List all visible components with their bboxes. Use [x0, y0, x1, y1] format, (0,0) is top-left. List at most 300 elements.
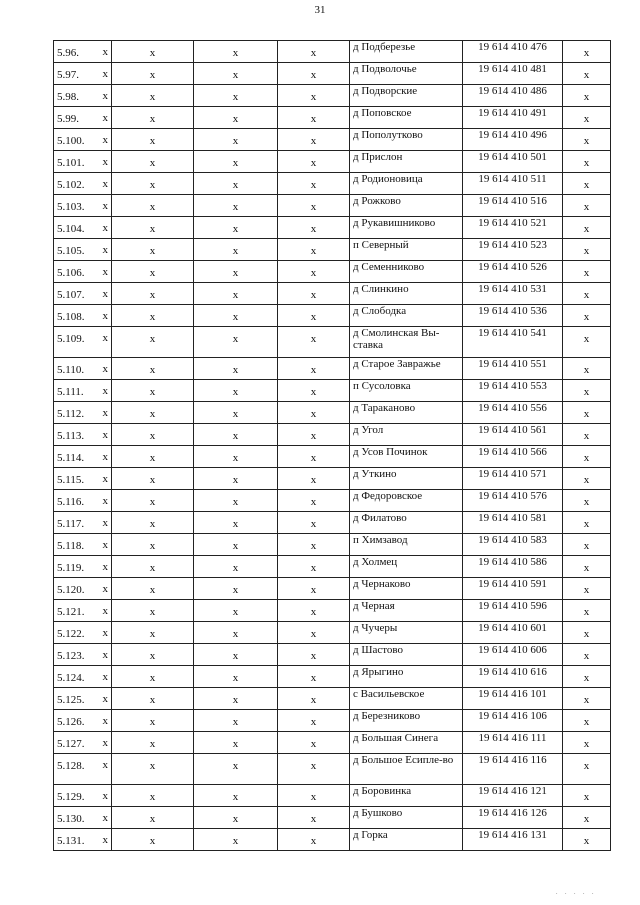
cell-mark: x [232, 386, 239, 398]
cell-mark: x [583, 289, 590, 301]
mark-cell-2 [112, 63, 194, 85]
row-number: 5.114. [57, 452, 85, 464]
cell-mark: x [232, 135, 239, 147]
cell-mark: x [310, 47, 317, 59]
settlement-name: д Семенниково [350, 261, 463, 283]
cell-mark: x [232, 113, 239, 125]
settlement-name: д Березниково [350, 710, 463, 732]
mark-cell-3 [194, 600, 278, 622]
settlement-name: д Родионовица [350, 173, 463, 195]
mark-cell-4 [278, 446, 350, 468]
cell-mark: x [310, 716, 317, 728]
cell-mark: x [583, 364, 590, 376]
oktmo-code: 19 614 410 531 [463, 283, 563, 305]
mark-cell-last [563, 829, 611, 851]
cell-mark: x [232, 91, 239, 103]
cell-mark: x [149, 813, 156, 825]
cell-mark: x [583, 672, 590, 684]
row-number-mark: x [102, 332, 108, 344]
row-number: 5.101. [57, 157, 85, 169]
cell-mark: x [310, 813, 317, 825]
cell-mark: x [149, 113, 156, 125]
row-number: 5.117. [57, 518, 85, 530]
row-number-cell [54, 358, 112, 380]
mark-cell-last [563, 239, 611, 261]
mark-cell-2 [112, 644, 194, 666]
oktmo-code: 19 614 410 491 [463, 107, 563, 129]
mark-cell-4 [278, 402, 350, 424]
row-number-mark: x [102, 363, 108, 375]
mark-cell-2 [112, 402, 194, 424]
mark-cell-3 [194, 173, 278, 195]
cell-mark: x [232, 606, 239, 618]
row-number-mark: x [102, 759, 108, 771]
cell-mark: x [310, 518, 317, 530]
row-number-mark: x [102, 68, 108, 80]
row-number-cell [54, 107, 112, 129]
row-number: 5.119. [57, 562, 85, 574]
table-row [54, 490, 611, 512]
cell-mark: x [232, 408, 239, 420]
cell-mark: x [583, 386, 590, 398]
row-number: 5.97. [57, 69, 79, 81]
cell-mark: x [232, 47, 239, 59]
table-row [54, 600, 611, 622]
row-number-cell [54, 490, 112, 512]
oktmo-code: 19 614 410 551 [463, 358, 563, 380]
row-number: 5.102. [57, 179, 85, 191]
settlement-name: д Уткино [350, 468, 463, 490]
mark-cell-2 [112, 829, 194, 851]
row-number-mark: x [102, 200, 108, 212]
settlement-name: д Филатово [350, 512, 463, 534]
mark-cell-3 [194, 63, 278, 85]
mark-cell-last [563, 600, 611, 622]
row-number-mark: x [102, 451, 108, 463]
cell-mark: x [149, 650, 156, 662]
row-number-cell [54, 622, 112, 644]
cell-mark: x [232, 628, 239, 640]
settlement-name: п Химзавод [350, 534, 463, 556]
mark-cell-3 [194, 468, 278, 490]
cell-mark: x [583, 496, 590, 508]
settlement-name: д Черная [350, 600, 463, 622]
cell-mark: x [149, 386, 156, 398]
oktmo-code: 19 614 410 616 [463, 666, 563, 688]
cell-mark: x [310, 430, 317, 442]
mark-cell-4 [278, 85, 350, 107]
cell-mark: x [583, 223, 590, 235]
cell-mark: x [583, 157, 590, 169]
row-number: 5.116. [57, 496, 85, 508]
cell-mark: x [232, 223, 239, 235]
oktmo-code: 19 614 416 116 [463, 754, 563, 785]
mark-cell-last [563, 732, 611, 754]
mark-cell-2 [112, 261, 194, 283]
cell-mark: x [232, 813, 239, 825]
table-row [54, 666, 611, 688]
row-number: 5.110. [57, 364, 85, 376]
settlement-name: д Горка [350, 829, 463, 851]
oktmo-code: 19 614 410 536 [463, 305, 563, 327]
table-row [54, 622, 611, 644]
settlement-name: с Васильевское [350, 688, 463, 710]
cell-mark: x [583, 333, 590, 345]
mark-cell-4 [278, 129, 350, 151]
settlement-name: д Усов Починок [350, 446, 463, 468]
cell-mark: x [149, 540, 156, 552]
mark-cell-3 [194, 829, 278, 851]
settlement-name: д Чернаково [350, 578, 463, 600]
row-number-cell [54, 578, 112, 600]
row-number-mark: x [102, 605, 108, 617]
row-number-mark: x [102, 134, 108, 146]
row-number-cell [54, 688, 112, 710]
cell-mark: x [310, 562, 317, 574]
cell-mark: x [583, 760, 590, 772]
row-number-cell [54, 63, 112, 85]
settlement-name: д Чучеры [350, 622, 463, 644]
mark-cell-3 [194, 41, 278, 63]
mark-cell-4 [278, 107, 350, 129]
mark-cell-3 [194, 622, 278, 644]
cell-mark: x [583, 47, 590, 59]
oktmo-code: 19 614 410 601 [463, 622, 563, 644]
cell-mark: x [310, 245, 317, 257]
mark-cell-4 [278, 151, 350, 173]
oktmo-code: 19 614 416 111 [463, 732, 563, 754]
cell-mark: x [149, 452, 156, 464]
table-row [54, 305, 611, 327]
table-row [54, 283, 611, 305]
mark-cell-4 [278, 41, 350, 63]
mark-cell-2 [112, 305, 194, 327]
mark-cell-3 [194, 785, 278, 807]
table-row [54, 217, 611, 239]
oktmo-code: 19 614 410 596 [463, 600, 563, 622]
mark-cell-last [563, 402, 611, 424]
mark-cell-4 [278, 622, 350, 644]
cell-mark: x [310, 835, 317, 847]
cell-mark: x [310, 69, 317, 81]
mark-cell-2 [112, 327, 194, 358]
mark-cell-4 [278, 644, 350, 666]
table-row [54, 512, 611, 534]
mark-cell-2 [112, 732, 194, 754]
mark-cell-2 [112, 622, 194, 644]
mark-cell-3 [194, 424, 278, 446]
oktmo-code: 19 614 410 571 [463, 468, 563, 490]
cell-mark: x [310, 135, 317, 147]
row-number-cell [54, 173, 112, 195]
row-number: 5.129. [57, 791, 85, 803]
row-number: 5.104. [57, 223, 85, 235]
mark-cell-3 [194, 688, 278, 710]
row-number: 5.112. [57, 408, 85, 420]
row-number: 5.120. [57, 584, 85, 596]
mark-cell-4 [278, 217, 350, 239]
row-number-mark: x [102, 112, 108, 124]
row-number: 5.105. [57, 245, 85, 257]
cell-mark: x [310, 223, 317, 235]
mark-cell-4 [278, 578, 350, 600]
cell-mark: x [232, 738, 239, 750]
mark-cell-last [563, 41, 611, 63]
mark-cell-3 [194, 556, 278, 578]
row-number-mark: x [102, 539, 108, 551]
mark-cell-4 [278, 807, 350, 829]
cell-mark: x [310, 333, 317, 345]
cell-mark: x [149, 430, 156, 442]
cell-mark: x [149, 835, 156, 847]
row-number-mark: x [102, 310, 108, 322]
table-row [54, 446, 611, 468]
oktmo-code: 19 614 410 476 [463, 41, 563, 63]
row-number: 5.118. [57, 540, 85, 552]
cell-mark: x [232, 333, 239, 345]
row-number-mark: x [102, 715, 108, 727]
oktmo-code: 19 614 410 486 [463, 85, 563, 107]
cell-mark: x [149, 69, 156, 81]
mark-cell-last [563, 358, 611, 380]
cell-mark: x [232, 157, 239, 169]
row-number-cell [54, 754, 112, 785]
cell-mark: x [310, 474, 317, 486]
row-number-cell [54, 556, 112, 578]
row-number-cell [54, 534, 112, 556]
row-number-cell [54, 402, 112, 424]
mark-cell-3 [194, 754, 278, 785]
mark-cell-4 [278, 785, 350, 807]
settlement-name: д Угол [350, 424, 463, 446]
page-number: 31 [314, 4, 326, 16]
mark-cell-3 [194, 380, 278, 402]
cell-mark: x [149, 364, 156, 376]
mark-cell-last [563, 710, 611, 732]
cell-mark: x [232, 179, 239, 191]
table-row [54, 468, 611, 490]
oktmo-code: 19 614 410 516 [463, 195, 563, 217]
table-row [54, 754, 611, 785]
cell-mark: x [310, 364, 317, 376]
row-number: 5.128. [57, 760, 85, 772]
mark-cell-4 [278, 710, 350, 732]
cell-mark: x [310, 791, 317, 803]
cell-mark: x [310, 628, 317, 640]
cell-mark: x [232, 201, 239, 213]
cell-mark: x [149, 179, 156, 191]
mark-cell-2 [112, 556, 194, 578]
settlement-name: д Пополутково [350, 129, 463, 151]
row-number-mark: x [102, 473, 108, 485]
oktmo-code: 19 614 416 101 [463, 688, 563, 710]
cell-mark: x [149, 135, 156, 147]
mark-cell-4 [278, 239, 350, 261]
row-number-cell [54, 327, 112, 358]
cell-mark: x [310, 179, 317, 191]
row-number-mark: x [102, 46, 108, 58]
cell-mark: x [583, 738, 590, 750]
cell-mark: x [310, 157, 317, 169]
oktmo-code: 19 614 416 121 [463, 785, 563, 807]
mark-cell-4 [278, 666, 350, 688]
mark-cell-4 [278, 732, 350, 754]
cell-mark: x [583, 518, 590, 530]
row-number-cell [54, 710, 112, 732]
mark-cell-2 [112, 239, 194, 261]
mark-cell-last [563, 622, 611, 644]
cell-mark: x [149, 672, 156, 684]
mark-cell-3 [194, 327, 278, 358]
mark-cell-last [563, 327, 611, 358]
mark-cell-2 [112, 129, 194, 151]
mark-cell-2 [112, 785, 194, 807]
cell-mark: x [149, 584, 156, 596]
cell-mark: x [149, 628, 156, 640]
oktmo-code: 19 614 416 106 [463, 710, 563, 732]
row-number-mark: x [102, 517, 108, 529]
cell-mark: x [583, 694, 590, 706]
cell-mark: x [232, 835, 239, 847]
row-number-mark: x [102, 288, 108, 300]
row-number-cell [54, 151, 112, 173]
settlement-name: п Северный [350, 239, 463, 261]
row-number: 5.123. [57, 650, 85, 662]
mark-cell-3 [194, 283, 278, 305]
settlement-name: д Холмец [350, 556, 463, 578]
cell-mark: x [232, 562, 239, 574]
cell-mark: x [583, 650, 590, 662]
mark-cell-4 [278, 283, 350, 305]
oktmo-code: 19 614 410 566 [463, 446, 563, 468]
table-row [54, 402, 611, 424]
oktmo-code: 19 614 410 576 [463, 490, 563, 512]
row-number-cell [54, 283, 112, 305]
oktmo-code: 19 614 410 541 [463, 327, 563, 358]
row-number: 5.106. [57, 267, 85, 279]
mark-cell-last [563, 85, 611, 107]
mark-cell-3 [194, 644, 278, 666]
mark-cell-4 [278, 305, 350, 327]
mark-cell-4 [278, 468, 350, 490]
mark-cell-last [563, 283, 611, 305]
row-number-cell [54, 217, 112, 239]
row-number: 5.126. [57, 716, 85, 728]
mark-cell-4 [278, 63, 350, 85]
row-number: 5.131. [57, 835, 85, 847]
oktmo-code: 19 614 410 526 [463, 261, 563, 283]
row-number-mark: x [102, 222, 108, 234]
row-number-cell [54, 666, 112, 688]
cell-mark: x [149, 716, 156, 728]
mark-cell-2 [112, 283, 194, 305]
mark-cell-4 [278, 490, 350, 512]
mark-cell-last [563, 305, 611, 327]
mark-cell-last [563, 195, 611, 217]
cell-mark: x [583, 91, 590, 103]
mark-cell-2 [112, 534, 194, 556]
row-number: 5.122. [57, 628, 85, 640]
oktmo-code: 19 614 416 126 [463, 807, 563, 829]
mark-cell-4 [278, 512, 350, 534]
row-number-cell [54, 468, 112, 490]
cell-mark: x [232, 791, 239, 803]
row-number: 5.121. [57, 606, 85, 618]
row-number: 5.130. [57, 813, 85, 825]
row-number-mark: x [102, 649, 108, 661]
table-row [54, 424, 611, 446]
cell-mark: x [583, 474, 590, 486]
settlement-name: д Слободка [350, 305, 463, 327]
table-row [54, 688, 611, 710]
settlement-name: д Боровинка [350, 785, 463, 807]
mark-cell-4 [278, 829, 350, 851]
cell-mark: x [232, 452, 239, 464]
cell-mark: x [583, 835, 590, 847]
oktmo-code: 19 614 410 606 [463, 644, 563, 666]
cell-mark: x [310, 91, 317, 103]
mark-cell-last [563, 217, 611, 239]
cell-mark: x [310, 113, 317, 125]
row-number-cell [54, 424, 112, 446]
row-number: 5.115. [57, 474, 85, 486]
cell-mark: x [149, 267, 156, 279]
mark-cell-2 [112, 173, 194, 195]
oktmo-code: 19 614 410 556 [463, 402, 563, 424]
cell-mark: x [149, 474, 156, 486]
table-row [54, 173, 611, 195]
cell-mark: x [232, 518, 239, 530]
cell-mark: x [149, 333, 156, 345]
cell-mark: x [232, 760, 239, 772]
mark-cell-2 [112, 807, 194, 829]
cell-mark: x [149, 496, 156, 508]
cell-mark: x [232, 430, 239, 442]
row-number-mark: x [102, 834, 108, 846]
cell-mark: x [310, 408, 317, 420]
mark-cell-2 [112, 41, 194, 63]
row-number: 5.109. [57, 333, 85, 345]
row-number-cell [54, 446, 112, 468]
table-body [54, 41, 611, 851]
settlement-name: д Старое Завражье [350, 358, 463, 380]
settlement-name: д Рукавишниково [350, 217, 463, 239]
row-number-mark: x [102, 385, 108, 397]
settlement-name: д Прислон [350, 151, 463, 173]
row-number: 5.103. [57, 201, 85, 213]
oktmo-code: 19 614 410 586 [463, 556, 563, 578]
cell-mark: x [583, 791, 590, 803]
table-row [54, 710, 611, 732]
mark-cell-4 [278, 534, 350, 556]
cell-mark: x [232, 584, 239, 596]
cell-mark: x [583, 452, 590, 464]
row-number-mark: x [102, 495, 108, 507]
row-number-mark: x [102, 627, 108, 639]
row-number-mark: x [102, 244, 108, 256]
table-row [54, 358, 611, 380]
cell-mark: x [149, 518, 156, 530]
row-number-cell [54, 807, 112, 829]
cell-mark: x [232, 245, 239, 257]
mark-cell-2 [112, 217, 194, 239]
row-number: 5.100. [57, 135, 85, 147]
mark-cell-2 [112, 446, 194, 468]
oktmo-code: 19 614 410 481 [463, 63, 563, 85]
mark-cell-4 [278, 424, 350, 446]
settlement-name: д Слинкино [350, 283, 463, 305]
row-number-mark: x [102, 561, 108, 573]
